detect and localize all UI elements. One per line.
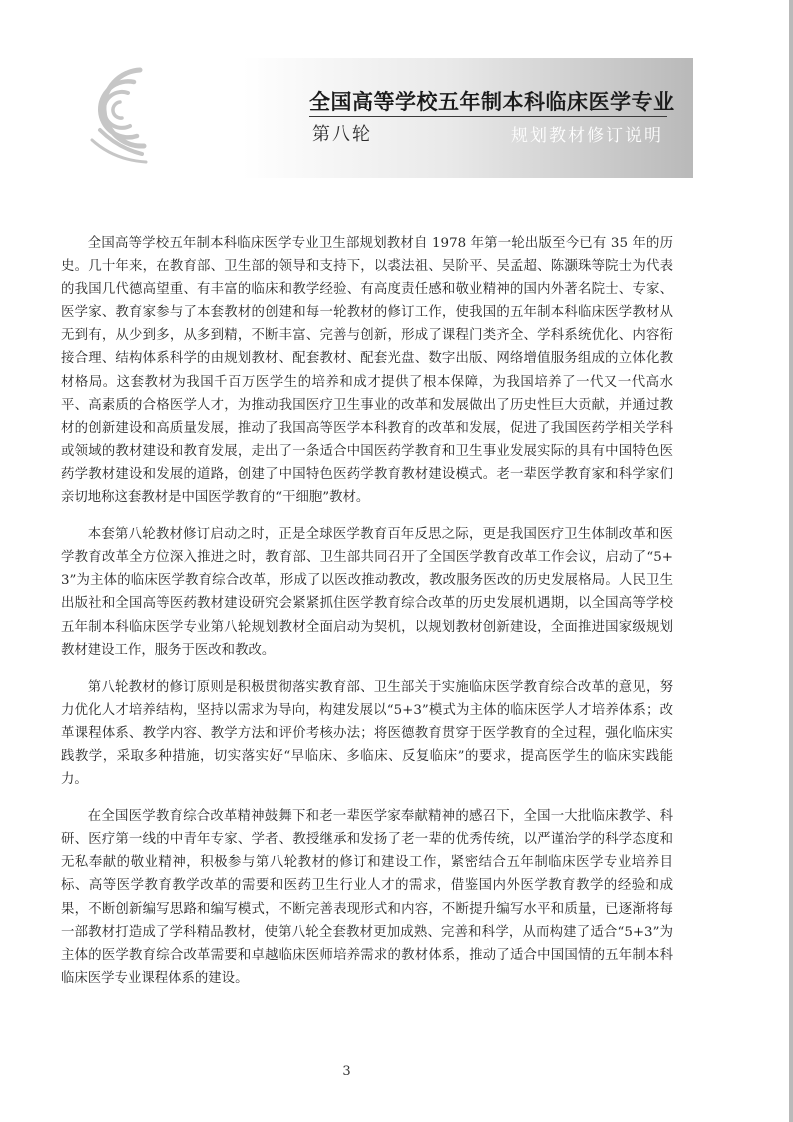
series-title: 全国高等学校五年制本科临床医学专业	[309, 90, 675, 114]
body-text	[61, 232, 673, 1004]
paragraph-4: 在全国医学教育综合改革精神鼓舞下和老一辈医学家奉献精神的感召下，全国一大批临床教学、科研、医疗第一线的中青年专家、学者、教授继承和发扬了老一辈的优秀传统，以严谨治学的科学态度和无私奉献的敬业精神，积极参与第八轮教材的修订和建设工作，紧密结合五年制临床医学专业培养目标、高等医学教育教学改革的需要和医药卫生行业人才的需求，借鉴国内外医学教育教学的经验和成果，不断创新编写思路和编写模式，不断完善表现形式和内容，不断提升编写水平和质量，已逐渐将每一部教材打造成了学科精品教材，使第八轮全套教材更加成熟、完善和科学，从而构建了适合“5+3”为主体的医学教育综合改革需要和卓越临床医师培养需求的教材体系，推动了适合中国国情的五年制本科临床医学专业课程体系的建设。	[61, 809, 673, 986]
section-subtitle: 规划教材修订说明	[511, 126, 663, 146]
edition-label: 第八轮	[312, 124, 372, 145]
paragraph-3: 第八轮教材的修订原则是积极贯彻落实教育部、卫生部关于实施临床医学教育综合改革的意见，努力优化人才培养结构，坚持以需求为导向，构建发展以“5+3”模式为主体的临床医学人才培养体系；改革课程体系、教学内容、教学方法和评价考核办法；将医德教育贯穿于医学教育的全过程，强化临床实践教学，采取多种措施，切实落实好“早临床、多临床、反复临床”的要求，提高医学生的临床实践能力。	[61, 679, 673, 788]
page-number: 3	[342, 1064, 351, 1079]
header-divider	[309, 116, 667, 117]
paragraph-1: 全国高等学校五年制本科临床医学专业卫生部规划教材自 1978 年第一轮出版至今已有 35 年的历史。几十年来，在教育部、卫生部的领导和支持下，以裘法祖、吴阶平、吴孟超、陈灏珠等院士为代表的我国几代德高望重、有丰富的临床和教学经验、有高度责任感和敬业精神的国内外著名院士、专家、医学家、教育家参与了本套教材的创建和每一轮教材的修订工作，使我国的五年制本科临床医学教材从无到有，从少到多，从多到精，不断丰富、完善与创新，形成了课程门类齐全、学科系统优化、内容衔接合理、结构体系科学的由规划教材、配套教材、配套光盘、数字出版、网络增值服务组成的立体化教材格局。这套教材为我国千百万医学生的培养和成才提供了根本保障，为我国培养了一代又一代高水平、高素质的合格医学人才，为推动我国医疗卫生事业的改革和发展做出了历史性巨大贡献，并通过教材的创新建设和高质量发展，推动了我国高等医学本科教育的改革和发展，促进了我国医药学相关学科或领域的教材建设和教育发展，走出了一条适合中国医药学教育和卫生事业发展实际的具有中国特色医药学教材建设和发展的道路，创建了中国特色医药学教育教材建设模式。老一辈医学教育家和科学家们亲切地称这套教材是中国医学教育的“干细胞”教材。	[61, 236, 673, 506]
paragraph-2: 本套第八轮教材修订启动之时，正是全球医学教育百年反思之际，更是我国医疗卫生体制改革和医学教育改革全方位深入推进之时，教育部、卫生部共同召开了全国医学教育改革工作会议，启动了“5+3”为主体的临床医学教育综合改革，形成了以医改推动教改，教改服务医改的历史发展格局。人民卫生出版社和全国高等医药教材建设研究会紧紧抓住医学教育综合改革的历史发展机遇期，以全国高等学校五年制本科临床医学专业第八轮规划教材全面启动为契机，以规划教材创新建设，全面推进国家级规划教材建设工作，服务于医改和教改。	[61, 527, 673, 658]
concentric-arcs-logo-icon	[70, 60, 160, 164]
